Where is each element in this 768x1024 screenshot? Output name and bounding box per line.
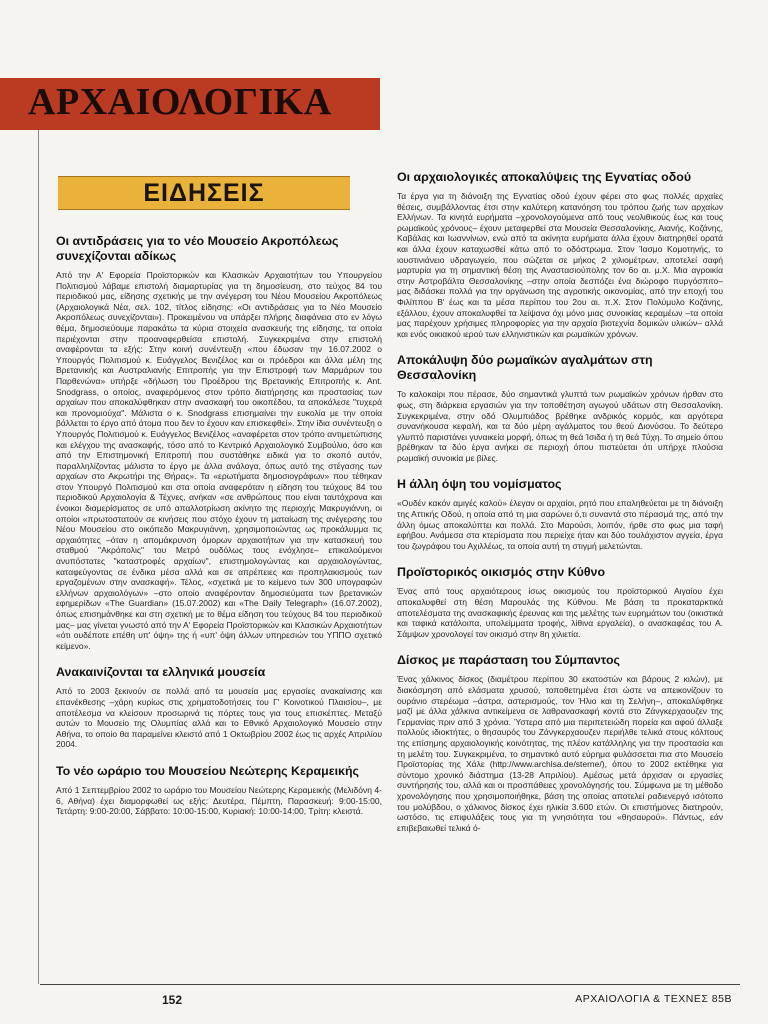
magazine-name: ΑΡΧΑΙΟΛΟΓΙΑ & ΤΕΧΝΕΣ 85B <box>575 993 732 1005</box>
article-body: Ένας από τους αρχαιότερους ίσως οικισμούς του προϊστορικού Αιγαίου έχει αποκαλυφθεί στη θέση Μαρουλάς της Κύθνου. Με βάση τα προκαταρκτικά αποτελέσματα της ανασκαφικής έρευνας και της μελέτης των ευρημάτων του (οικιστικά και ταφικά κατάλοιπα, υπολείμματα τροφής, λίθινα εργαλεία), ο ανασκαφέας του Α. Σάμψων χρονολογεί τον οικισμό στην 8η χιλιετία. <box>397 586 723 639</box>
article-title: Οι αρχαιολογικές αποκαλύψεις της Εγνατίας οδού <box>397 170 692 184</box>
article <box>397 477 723 551</box>
section-banner <box>0 78 380 130</box>
article-body: Από 1 Σεπτεμβρίου 2002 το ωράριο του Μουσείου Νεώτερης Κεραμεικής (Μελιδόνη 4-6, Αθήνα) έχει διαμορφωθεί ως εξής: Δευτέρα, Πέμπτη, Παρασκευή: 9:00-15:00, Τετάρτη: 9:00-20:00, Σάββατο: 10:00-15:00, Κυριακή: 10:00-14:00, Τρίτη: κλειστά. <box>56 784 382 817</box>
article-body: Ένας χάλκινος δίσκος (διαμέτρου περίπου 30 εκατοστών και βάρους 2 κιλών), με διακόσμηση από ελάσματα χρυσού, τοποθετημένα έτσι ώστε να απεικονίζουν το ουράνιο στερέωμα –άστρα, αστερισμούς, τον Ήλιο και τη Σελήνη–, αποκαλύφθηκε μαζί με άλλα χάλκινα αντικείμενα σε λαθρανασκαφή κοντά στο Ζάνγκερχαουζεν της Γερμανίας πριν από 3 χρόνια. Ύστερα από μια περιπετειώδη πορεία και αφού άλλαξε πολλούς ιδιοκτήτες, ο θησαυρός του Ζάνγκερχαουζεν περιήλθε τελικά στους κόλπους της επίσημης αρχαιολογικής κοινότητας, της πλέον κατάλληλης για την προστασία και τη μελέτη του. Συγκεκριμένα, το σημαντικό αυτό εύρημα φυλάσσεται πια στο Μουσείο Προϊστορίας της Χάλε (http://www.archlsa.de/sterne/), όπου το 2002 εκτέθηκε για σύντομο χρονικό διάστημα (13-28 Απριλίου). Αμέσως μετά άρχισαν οι εργασίες συντήρησής του, αλλά και οι προσπάθειες χρονολόγησής του. Σύμφωνα με τη μέθοδο χρονολόγησης που χρησιμοποιήθηκε, βάση της οποίας αποτελεί ραδιενεργό ισότοπο του μολύβδου, ο χάλκινος δίσκος έχει ηλικία 3.600 ετών. Οι επιστήμονες διατηρούν, ωστόσο, τις επιφυλάξεις τους για τη γνησιότητα του «θησαυρού». Πάντως, εάν επιβεβαιωθεί τελικά ό- <box>397 674 723 833</box>
article-title: Αποκάλυψη δύο ρωμαϊκών αγαλμάτων στη Θεσσαλονίκη <box>397 353 653 383</box>
footer-rule <box>40 984 740 985</box>
news-label-box <box>58 176 350 210</box>
article-body: Από το 2003 ξεκινούν σε πολλά από τα μουσεία μας εργασίες ανακαίνισης και επανέκθεσης –χάρη κυρίως στις χρηματοδοτήσεις του Γ' Κοινοτικού Πλαισίου–, με αποτέλεσμα να κλείσουν προσωρινά τις πόρτες τους για τους επισκέπτες. Μεταξύ αυτών το Μουσείο της Ολυμπίας αλλά και το Εθνικό Αρχαιολογικό Μουσείο στην Αθήνα, το οποίο θα παραμείνει κλειστό από 1 Οκτωβρίου 2002 έως τις αρχές Απριλίου 2004. <box>56 686 382 750</box>
article <box>56 665 382 750</box>
news-label: ΕΙΔΗΣΕΙΣ <box>143 179 265 207</box>
article-title: Η άλλη όψη του νομίσματος <box>397 477 562 492</box>
page-number: 152 <box>162 993 183 1007</box>
article-body: Από την Α' Εφορεία Προϊστορικών και Κλασικών Αρχαιοτήτων του Υπουργείου Πολιτισμού λάβαμε επιστολή διαμαρτυρίας για τη δημοσίευση, στο τεύχος 84 του περιοδικού μας, είδησης σχετικής με την ανέγερση του Νέου Μουσείου Ακροπόλεως (Αρχαιολογικά Νέα, σελ. 102, τίτλος είδησης: «Οι αντιδράσεις για το Νέο Μουσείο Ακροπόλεως συνεχίζονται»). Προκειμένου να υπάρξει πλήρης διαφάνεια στο εν λόγω θέμα, δημοσιεύουμε παρακάτω τα κύρια στοιχεία ανασκευής της είδησης, τα οποία περιέχονται στην προαναφερθείσα επιστολή. Συγκεκριμένα στην επιστολή αναφέρονται τα εξής: Στην κοινή συνέντευξη «που έδωσαν την 16.07.2002 ο Υπουργός Πολιτισμού κ. Ευάγγελος Βενιζέλος και οι πρόεδροι και άλλα μέλη της Βρετανικής και Αυστραλιανής Επιτροπής για την Επιστροφή των Μαρμάρων του Παρθενώνα» υπήρξε «δήλωση του Προέδρου της Βρετανικής Επιτροπής κ. Ant. Snodgrass, ο οποίος, αναφερόμενος στον τρόπο διατήρησης και προστασίας των αρχαίων που αποκαλύφθηκαν στην ανασκαφή του οικοπέδου, τα αποκάλεσε "τυχερά και προνομιούχα". Μάλιστα ο κ. Snodgrass επισημαίνει την ευκολία με την οποία βάλλεται το έργο από άτομα που δεν το έχουν καν επισκεφθεί». Στην ίδια συνέντευξη ο Υπουργός Πολιτισμού κ. Ευάγγελος Βενιζέλος «αναφέρεται στον τρόπο αντιμετώπισης και ελέγχου της ανασκαφής, τόσο από το Κεντρικό Αρχαιολογικό Συμβούλιο, όσο και από την Επιστημονική Επιτροπή που συστάθηκε ειδικά για το σκοπό αυτόν, παραλληλίζοντας μάλιστα το έργο με άλλα ανάλογα, όπως αυτό της στέγασης των αρχαίων στο Ακρωτήρι της Θήρας». Τα «ερωτήματα δημοσιογράφων» που τέθηκαν στον Υπουργό Πολιτισμού και στα οποία αναφερόταν η είδηση του τεύχους 84 του περιοδικού Αρχαιολογία & Τέχνες, ανήκαν «σε ανθρώπους που είναι ταυτόχρονα και ένοικοι διαμερίσματος σε υπό απαλλοτρίωση ακίνητο της περιοχής Μακρυγιάννη, οι οποίοι «πρωτοστατούν σε κινήσεις που στόχο έχουν τη ματαίωση της ανέγερσης του Νέου Μουσείου στο οικόπεδο Μακρυγιάννη, χρησιμοποιώντας ως προκάλυμμα τις αρχαιότητες –όταν η απομάκρυνση όμορων αρχαιοτήτων για την κατασκευή του σταθμού "Ακρόπολις" του Μετρό ουδόλως τους ενόχλησε– επικαλούμενοι ανυπόστατες "καταστροφές αρχαίων", επιστημολογώντας και αρχαιολογώντας, καταφεύγοντας σε ένδικα μέσα αλλά και σε απρέπειες και προπηλακισμούς των εργαζομένων στην ανασκαφή». Τέλος, «σχετικά με το κείμενο των 300 υπογραφών ελλήνων αρχαιολόγων» –στο οποίο αναφέρονταν δημοσιεύματα των βρετανικών εφημερίδων «The Guardian» (15.07.2002) και «The Daily Telegraph» (16.07.2002), όπως επισημάνθηκε και στη σχετική με το θέμα είδηση του τεύχους 84 του περιοδικού μας– μας γίνεται γνωστό από την Α' Εφορεία Προϊστορικών και Κλασικών Αρχαιοτήτων «ότι ουδέποτε επέθη υπ' όψη» της ή «υπ' όψη άλλων υπηρεσιών του ΥΠΠΟ σχετικό κείμενο». <box>56 270 382 651</box>
article <box>397 353 723 463</box>
article-body: Το καλοκαίρι που πέρασε, δύο σημαντικά γλυπτά των ρωμαϊκών χρόνων ήρθαν στο φως, στη διάρκεια εργασιών για την τοποθέτηση αγωγού υδάτων στη Θεσσαλονίκη. Συγκεκριμένα, στην οδό Ολυμπιάδος βρέθηκε ανδρικός κορμός, και αργότερα συνανήκουσα κεφαλή, και τα δύο μέρη αγάλματος του θεού Διονύσου. Το δεύτερο γλυπτό παριστάνει γυναικεία μορφή, όπως τη θεά Ίσιδα ή τη θεά Τύχη. Το σημείο όπου βρέθηκαν τα δύο έργα ανήκει σε περιοχή όπου πιστεύεται ότι υπήρχε πλούσια ρωμαϊκή συνοικία με βίλες. <box>397 389 723 463</box>
margin-rule <box>38 130 39 984</box>
article <box>56 764 382 817</box>
article <box>397 565 723 639</box>
section-title: ΑΡΧΑΙΟΛΟΓΙΚΑ <box>28 81 332 123</box>
article-title: Δίσκος με παράσταση του Σύμπαντος <box>397 653 620 668</box>
article <box>56 234 382 651</box>
article-body: «Ουδέν κακόν αμιγές καλού» έλεγαν οι αρχαίοι, ρητό που επαληθεύεται με τη διάνοιξη της Αττικής Οδού, η οποία από τη μια σαρώνει ό,τι συναντά στο πέρασμά της, από την άλλη όμως αποκαλύπτει και πολλά. Στο Μαρούσι, λοιπόν, ήρθε στο φως μια ταφή εφήβου. Ανάμεσα στα κτερίσματα που περιείχε ήταν και δύο τουλάχιστον αγγεία, έργα του ζωγράφου του Αχιλλέως, τα οποία αυτή τη στιγμή μελετώνται. <box>397 498 723 551</box>
article-title: Ανακαινίζονται τα ελληνικά μουσεία <box>56 665 266 680</box>
article <box>397 653 723 833</box>
article-title: Προϊστορικός οικισμός στην Κύθνο <box>397 565 606 580</box>
article-title: Το νέο ωράριο του Μουσείου Νεώτερης Κεραμεικής <box>56 763 359 778</box>
right-column <box>397 170 723 847</box>
article-title: Οι αντιδράσεις για το νέο Μουσείο Ακροπόλεως συνεχίζονται αδίκως <box>56 234 339 263</box>
article <box>397 170 723 339</box>
left-column <box>56 234 382 831</box>
article-body: Τα έργα για τη διάνοιξη της Εγνατίας οδού έχουν φέρει στο φως πολλές αρχαίες θέσεις, συμβάλλοντας έτσι στην καλύτερη κατανόηση του τρόπου ζωής των αρχαίων Ελλήνων. Τα κινητά ευρήματα –χρονολογούμενα από τους νεολιθικούς έως και τους ρωμαϊκούς χρόνους– έχουν μεταφερθεί στα Μουσεία Θεσσαλονίκης, Αιανής, Κοζάνης, Καβάλας και Ιωαννίνων, ενώ από τα ακίνητα ευρήματα άλλα έχουν διατηρηθεί ορατά και άλλα έχουν καταχωσθεί κάτω από το οδόστρωμα. Στον Ίασμο Κομοτηνής, το ιουστινιάνειο υδραγωγείο, που σώζεται σε μήκος 2 χιλιομέτρων, αποτελεί σαφή μαρτυρία για τη σημαντική θέση της Αναστασιούπολης τον 6ο αι. μ.Χ. Μια αγροικία στην Αστροβάλτα Θεσσαλονίκης –στην οποία δεσπόζει ένα διώροφο πυργόσπιτο– μας διδάσκει πολλά για την οργάνωση της αγροτικής οικονομίας, από την εποχή του Φιλίππου Β' έως και τα μέσα περίπου του 2ου αι. π.Χ. Στον Πολύμυλο Κοζάνης, εξάλλου, έχουν αποκαλυφθεί τα λείψανα όχι μόνο μιας συνοικίας κεραμέων –τα οποία μας παρέχουν χρήσιμες πληροφορίες για την αρχαία βιοτεχνία δομικών υλικών– αλλά και ενός οικιακού ιερού των ελληνιστικών και ρωμαϊκών χρόνων. <box>397 191 723 339</box>
